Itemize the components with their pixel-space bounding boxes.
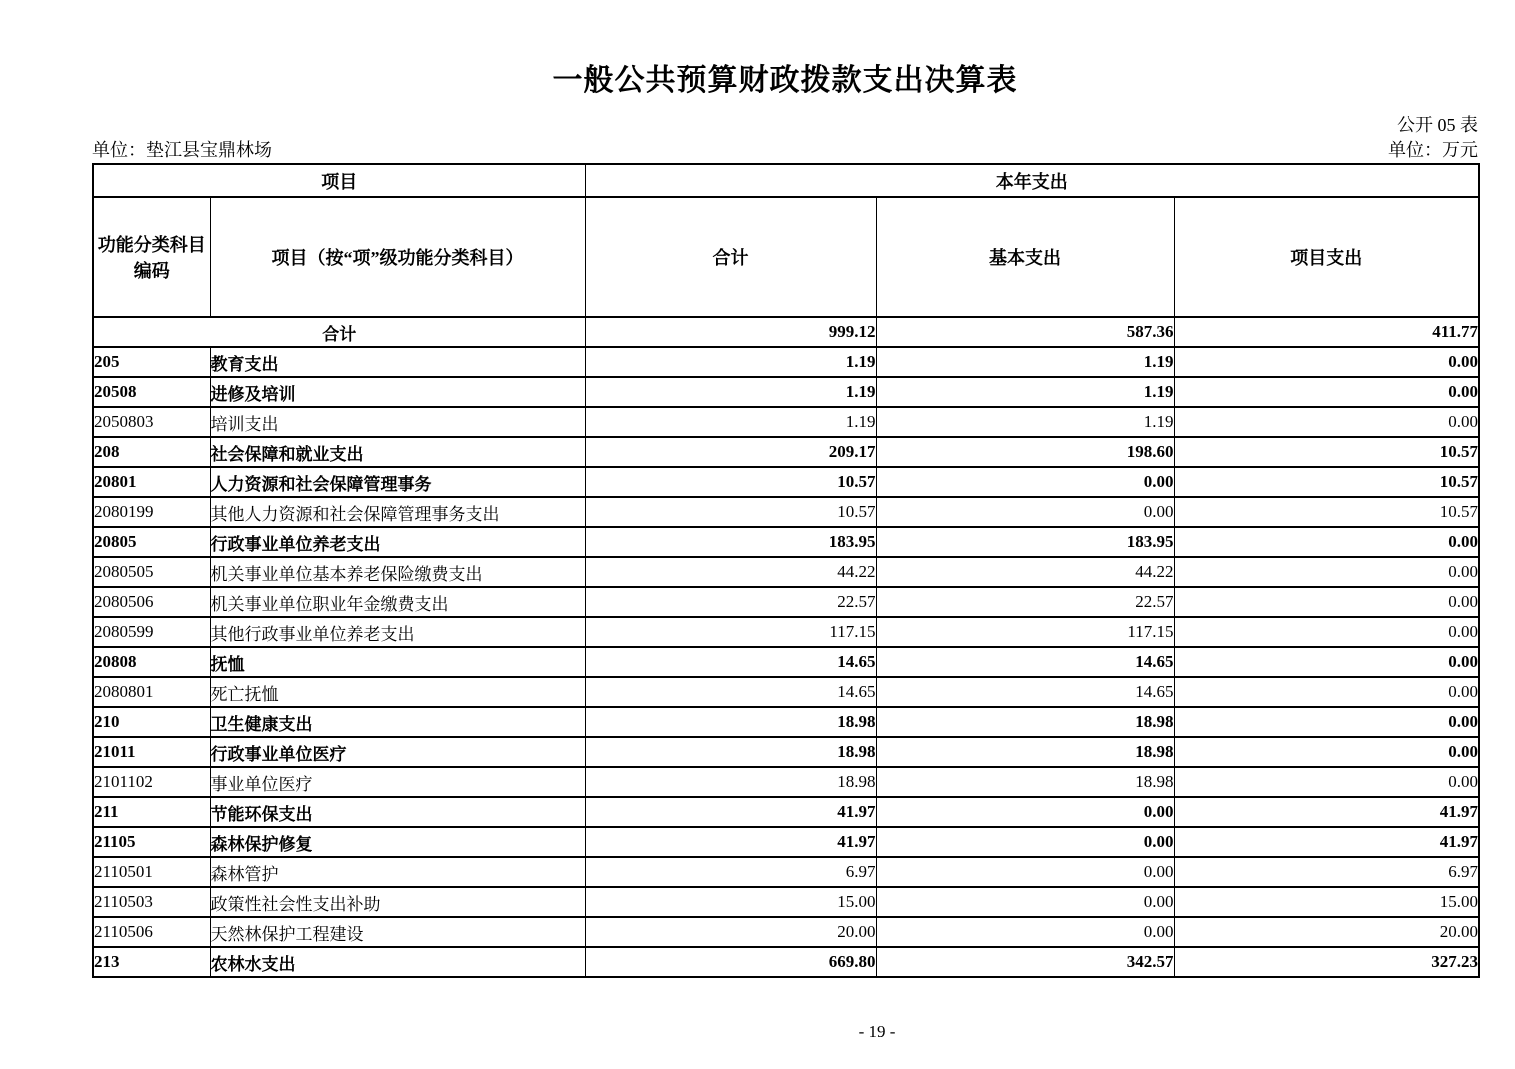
row-code: 2110503 [93, 887, 210, 917]
row-name: 培训支出 [210, 407, 585, 437]
row-project: 0.00 [1174, 647, 1479, 677]
row-code: 2101102 [93, 767, 210, 797]
row-project: 0.00 [1174, 557, 1479, 587]
table-row [93, 827, 1479, 857]
row-project: 411.77 [1174, 317, 1479, 347]
header-group-row [93, 164, 1479, 197]
row-name: 死亡抚恤 [210, 677, 585, 707]
table-row [93, 347, 1479, 377]
row-code: 20801 [93, 467, 210, 497]
row-total: 1.19 [585, 407, 876, 437]
row-total: 22.57 [585, 587, 876, 617]
row-basic: 18.98 [876, 707, 1174, 737]
row-code: 21105 [93, 827, 210, 857]
row-code: 210 [93, 707, 210, 737]
row-project: 327.23 [1174, 947, 1479, 977]
row-name: 抚恤 [210, 647, 585, 677]
row-project: 10.57 [1174, 467, 1479, 497]
row-total: 15.00 [585, 887, 876, 917]
table-body [93, 317, 1479, 977]
row-total: 1.19 [585, 347, 876, 377]
row-basic: 18.98 [876, 737, 1174, 767]
row-project: 0.00 [1174, 617, 1479, 647]
row-name: 机关事业单位基本养老保险缴费支出 [210, 557, 585, 587]
row-basic: 0.00 [876, 917, 1174, 947]
unit-currency-label: 单位：万元 [1388, 140, 1478, 160]
row-total: 44.22 [585, 557, 876, 587]
row-code: 2080505 [93, 557, 210, 587]
row-total: 10.57 [585, 497, 876, 527]
header-col-name: 项目（按“项”级功能分类科目） [210, 197, 585, 317]
row-basic: 1.19 [876, 407, 1174, 437]
row-basic: 587.36 [876, 317, 1174, 347]
header-col-code-line1: 功能分类科目 [97, 235, 206, 255]
row-project: 0.00 [1174, 587, 1479, 617]
header-columns-row [93, 197, 1479, 317]
row-code: 211 [93, 797, 210, 827]
document-page [92, 0, 1478, 1041]
table-row [93, 407, 1479, 437]
row-total: 18.98 [585, 737, 876, 767]
row-name: 合计 [93, 317, 585, 347]
row-basic: 0.00 [876, 857, 1174, 887]
row-project: 10.57 [1174, 497, 1479, 527]
row-total: 14.65 [585, 677, 876, 707]
header-col-project: 项目支出 [1174, 197, 1479, 317]
table-row [93, 857, 1479, 887]
row-code: 2050803 [93, 407, 210, 437]
row-project: 0.00 [1174, 737, 1479, 767]
row-code: 2080506 [93, 587, 210, 617]
row-name: 森林管护 [210, 857, 585, 887]
row-total: 14.65 [585, 647, 876, 677]
row-project: 41.97 [1174, 827, 1479, 857]
row-project: 0.00 [1174, 707, 1479, 737]
row-project: 0.00 [1174, 407, 1479, 437]
row-total: 209.17 [585, 437, 876, 467]
row-name: 农林水支出 [210, 947, 585, 977]
row-name: 机关事业单位职业年金缴费支出 [210, 587, 585, 617]
row-project: 0.00 [1174, 767, 1479, 797]
row-basic: 183.95 [876, 527, 1174, 557]
row-name: 教育支出 [210, 347, 585, 377]
row-code: 2110506 [93, 917, 210, 947]
row-basic: 198.60 [876, 437, 1174, 467]
row-basic: 18.98 [876, 767, 1174, 797]
row-basic: 0.00 [876, 797, 1174, 827]
row-code: 20805 [93, 527, 210, 557]
table-row [93, 377, 1479, 407]
row-project: 0.00 [1174, 527, 1479, 557]
header-group-year: 本年支出 [585, 164, 1479, 197]
row-name: 人力资源和社会保障管理事务 [210, 467, 585, 497]
table-row [93, 467, 1479, 497]
row-total: 6.97 [585, 857, 876, 887]
row-basic: 342.57 [876, 947, 1174, 977]
row-basic: 0.00 [876, 467, 1174, 497]
row-name: 天然林保护工程建设 [210, 917, 585, 947]
row-name: 行政事业单位医疗 [210, 737, 585, 767]
header-col-code-line2: 编码 [133, 261, 170, 281]
row-code: 2080199 [93, 497, 210, 527]
budget-table [92, 163, 1480, 978]
row-total: 669.80 [585, 947, 876, 977]
row-name: 社会保障和就业支出 [210, 437, 585, 467]
row-project: 10.57 [1174, 437, 1479, 467]
table-row [93, 617, 1479, 647]
table-row [93, 887, 1479, 917]
row-basic: 1.19 [876, 377, 1174, 407]
row-basic: 0.00 [876, 497, 1174, 527]
row-name: 节能环保支出 [210, 797, 585, 827]
row-code: 20808 [93, 647, 210, 677]
table-row [93, 437, 1479, 467]
row-basic: 1.19 [876, 347, 1174, 377]
row-basic: 0.00 [876, 827, 1174, 857]
row-project: 6.97 [1174, 857, 1479, 887]
row-code: 2080801 [93, 677, 210, 707]
row-code: 20508 [93, 377, 210, 407]
table-row [93, 797, 1479, 827]
page-title: 一般公共预算财政拨款支出决算表 [552, 64, 1018, 97]
table-code-label: 公开 05 表 [1397, 115, 1478, 135]
row-code: 208 [93, 437, 210, 467]
row-name: 森林保护修复 [210, 827, 585, 857]
page-number: - 19 - [858, 1022, 896, 1041]
header-col-total: 合计 [585, 197, 876, 317]
row-total: 18.98 [585, 767, 876, 797]
table-row [93, 737, 1479, 767]
table-row [93, 677, 1479, 707]
row-code: 205 [93, 347, 210, 377]
row-name: 进修及培训 [210, 377, 585, 407]
row-basic: 0.00 [876, 887, 1174, 917]
table-row [93, 917, 1479, 947]
row-basic: 14.65 [876, 647, 1174, 677]
row-name: 行政事业单位养老支出 [210, 527, 585, 557]
row-project: 15.00 [1174, 887, 1479, 917]
row-name: 其他行政事业单位养老支出 [210, 617, 585, 647]
header-col-code [93, 197, 210, 317]
row-total: 20.00 [585, 917, 876, 947]
row-name: 卫生健康支出 [210, 707, 585, 737]
table-row [93, 317, 1479, 347]
row-total: 41.97 [585, 797, 876, 827]
row-project: 41.97 [1174, 797, 1479, 827]
row-name: 政策性社会性支出补助 [210, 887, 585, 917]
row-name: 事业单位医疗 [210, 767, 585, 797]
table-row [93, 587, 1479, 617]
table-row [93, 707, 1479, 737]
row-project: 20.00 [1174, 917, 1479, 947]
row-total: 1.19 [585, 377, 876, 407]
row-total: 18.98 [585, 707, 876, 737]
row-project: 0.00 [1174, 347, 1479, 377]
row-basic: 44.22 [876, 557, 1174, 587]
row-project: 0.00 [1174, 377, 1479, 407]
row-code: 2110501 [93, 857, 210, 887]
table-row [93, 527, 1479, 557]
row-total: 999.12 [585, 317, 876, 347]
row-total: 183.95 [585, 527, 876, 557]
row-code: 21011 [93, 737, 210, 767]
row-code: 2080599 [93, 617, 210, 647]
row-total: 117.15 [585, 617, 876, 647]
row-code: 213 [93, 947, 210, 977]
table-row [93, 497, 1479, 527]
row-basic: 117.15 [876, 617, 1174, 647]
header-col-basic: 基本支出 [876, 197, 1174, 317]
table-row [93, 557, 1479, 587]
row-total: 10.57 [585, 467, 876, 497]
row-total: 41.97 [585, 827, 876, 857]
row-name: 其他人力资源和社会保障管理事务支出 [210, 497, 585, 527]
table-row [93, 947, 1479, 977]
unit-name-label: 单位：垫江县宝鼎林场 [92, 140, 272, 160]
row-project: 0.00 [1174, 677, 1479, 707]
table-row [93, 767, 1479, 797]
row-basic: 14.65 [876, 677, 1174, 707]
header-group-item: 项目 [93, 164, 585, 197]
unit-row [92, 137, 1478, 163]
table-row [93, 647, 1479, 677]
row-basic: 22.57 [876, 587, 1174, 617]
